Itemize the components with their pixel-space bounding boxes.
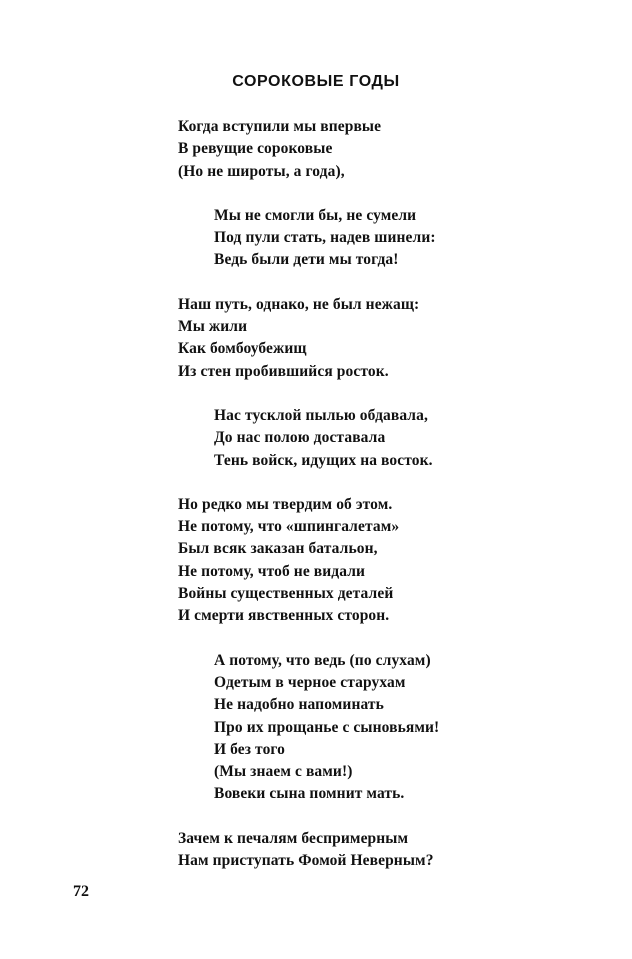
stanza — [178, 828, 618, 873]
poem-line: Тень войск, идущих на восток. — [214, 451, 433, 469]
stanza — [178, 650, 618, 806]
poem-line: Зачем к печалям беспримерным — [178, 829, 409, 847]
poem-line: Как бомбоубежищ — [178, 340, 307, 358]
poem-line: Нам приступать Фомой Неверным? — [178, 852, 434, 870]
poem-line: А потому, что ведь (по слухам) — [214, 651, 431, 669]
poem-line: Не потому, что «шпингалетам» — [178, 518, 400, 536]
poem-line: Из стен пробившийся росток. — [178, 362, 389, 380]
poem-line: Про их прощанье с сыновьями! — [214, 718, 440, 736]
poem-line: Вовеки сына помнит мать. — [214, 785, 405, 803]
poem-line: Войны существенных деталей — [178, 585, 394, 603]
poem-line: Но редко мы твердим об этом. — [178, 495, 393, 513]
stanza — [178, 405, 618, 472]
poem-title: СОРОКОВЫЕ ГОДЫ — [232, 73, 400, 90]
poem-line: Не надобно напоминать — [214, 696, 384, 714]
poem-line: До нас полою доставала — [214, 429, 386, 447]
stanza — [178, 116, 618, 183]
poem-line: Под пули стать, надев шинели: — [214, 229, 436, 247]
stanza — [178, 205, 618, 272]
poem-line: Не потому, чтоб не видали — [178, 562, 366, 580]
poem-line: (Мы знаем с вами!) — [214, 763, 353, 781]
page-number: 72 — [73, 883, 89, 900]
poem-line: Мы жили — [178, 318, 248, 336]
poem-line: Когда вступили мы впервые — [178, 118, 382, 135]
poem-line: И без того — [214, 740, 286, 758]
poem-line: Ведь были дети мы тогда! — [214, 251, 399, 269]
stanza — [178, 294, 618, 383]
poem-body — [178, 116, 618, 872]
poem-line: (Но не широты, а года), — [178, 162, 345, 180]
poem-line: Мы не смогли бы, не сумели — [214, 206, 417, 224]
poem-line: И смерти явственных сторон. — [178, 607, 390, 625]
poem-line: Нас тусклой пылью обдавала, — [214, 406, 428, 424]
poem-line: Наш путь, однако, не был нежащ: — [178, 295, 420, 313]
poem-line: В ревущие сороковые — [178, 140, 333, 158]
poem-line: Был всяк заказан батальон, — [178, 540, 378, 558]
stanza — [178, 494, 618, 628]
poem-line: Одетым в черное старухам — [214, 673, 406, 691]
